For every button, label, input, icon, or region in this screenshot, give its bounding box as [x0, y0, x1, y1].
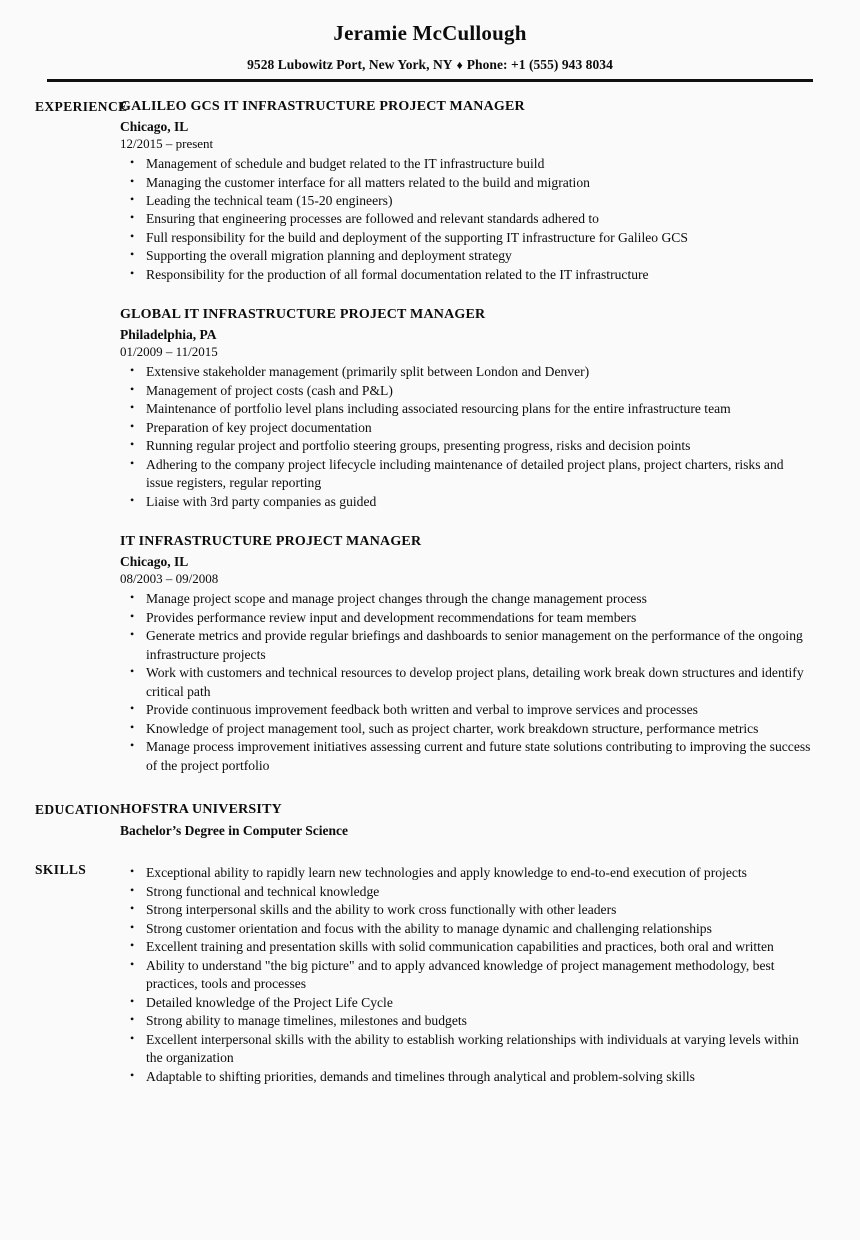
job-bullet: • Ensuring that engineering processes are followed and relevant standards adhered to: [120, 210, 812, 228]
skill-bullet: • Excellent interpersonal skills with the ability to establish working relationships with individuals at varying levels within the organization: [120, 1031, 812, 1068]
skill-bullet: • Strong interpersonal skills and the ability to work cross functionally with other leaders: [120, 901, 812, 919]
experience-entries: [120, 98, 860, 775]
section-label-experience: EXPERIENCE: [35, 99, 128, 115]
contact-line: [0, 57, 860, 73]
job-bullet: • Knowledge of project management tool, such as project charter, work breakdown structure, performance metrics: [120, 720, 812, 738]
job-dates: 12/2015 – present: [120, 135, 214, 151]
job-bullet: • Manage process improvement initiatives assessing current and future state solutions contributing to improving the success of the project portfolio: [120, 738, 812, 775]
skill-bullet: • Exceptional ability to rapidly learn new technologies and apply knowledge to end-to-end execution of projects: [120, 864, 812, 882]
section-label-education: EDUCATION: [35, 802, 121, 818]
job-bullet: • Manage project scope and manage project changes through the change management process: [120, 590, 812, 608]
job-title: GLOBAL IT INFRASTRUCTURE PROJECT MANAGER: [120, 307, 486, 323]
skill-bullet: • Strong functional and technical knowledge: [120, 883, 812, 901]
skill-bullet: • Detailed knowledge of the Project Life Cycle: [120, 994, 812, 1012]
skill-bullet: • Excellent training and presentation skills with solid communication capabilities and practices, both oral and written: [120, 938, 812, 956]
job-location: Philadelphia, PA: [120, 326, 217, 342]
resume-header: [0, 0, 860, 82]
resume-body: [0, 82, 860, 1086]
job-bullet: • Liaise with 3rd party companies as guided: [120, 493, 812, 511]
section-label-skills: SKILLS: [35, 862, 87, 878]
skill-bullet: • Strong customer orientation and focus with the ability to manage dynamic and challenging relationships: [120, 920, 812, 938]
contact-address: 9528 Lubowitz Port, New York, NY: [247, 57, 453, 73]
diamond-separator-icon: ♦: [456, 58, 463, 73]
experience-entry: [120, 533, 812, 775]
job-location: Chicago, IL: [120, 118, 189, 134]
job-bullet: • Adhering to the company project lifecycle including maintenance of detailed project plans, project charters, risks and issue registers, regular reporting: [120, 456, 812, 493]
job-bullet: • Leading the technical team (15-20 engineers): [120, 192, 812, 210]
job-bullet: • Running regular project and portfolio steering groups, presenting progress, risks and decision points: [120, 437, 812, 455]
skill-bullet: • Strong ability to manage timelines, milestones and budgets: [120, 1012, 812, 1030]
education-degree: Bachelor’s Degree in Computer Science: [120, 822, 348, 838]
section-experience: [0, 98, 860, 775]
skills-entries: [120, 861, 860, 1086]
experience-entry: [120, 306, 812, 511]
candidate-name: Jeramie McCullough: [333, 21, 527, 45]
job-bullet: • Supporting the overall migration planning and deployment strategy: [120, 247, 812, 265]
job-bullet: • Full responsibility for the build and deployment of the supporting IT infrastructure for Galileo GCS: [120, 229, 812, 247]
job-location: Chicago, IL: [120, 553, 189, 569]
job-bullet: • Managing the customer interface for all matters related to the build and migration: [120, 174, 812, 192]
education-entries: [120, 801, 860, 839]
job-dates: 08/2003 – 09/2008: [120, 570, 219, 586]
job-bullet: • Responsibility for the production of all formal documentation related to the IT infrastructure: [120, 266, 812, 284]
job-bullet: • Management of schedule and budget related to the IT infrastructure build: [120, 155, 812, 173]
job-bullet: • Preparation of key project documentation: [120, 419, 812, 437]
job-bullet: • Work with customers and technical resources to develop project plans, detailing work break down structures and identify critical path: [120, 664, 812, 701]
job-bullet: • Maintenance of portfolio level plans including associated resourcing plans for the entire infrastructure team: [120, 400, 812, 418]
skill-bullet: • Ability to understand "the big picture" and to apply advanced knowledge of project management methodology, best practices, tools and processes: [120, 957, 812, 994]
contact-phone: Phone: +1 (555) 943 8034: [466, 57, 613, 73]
education-school: HOFSTRA UNIVERSITY: [120, 802, 282, 818]
job-title: GALILEO GCS IT INFRASTRUCTURE PROJECT MANAGER: [120, 99, 525, 115]
job-bullet-list: [120, 155, 812, 284]
job-bullet: • Extensive stakeholder management (primarily split between London and Denver): [120, 363, 812, 381]
job-bullet-list: [120, 363, 812, 511]
job-bullet: • Provides performance review input and development recommendations for team members: [120, 609, 812, 627]
experience-entry: [120, 98, 812, 284]
job-title: IT INFRASTRUCTURE PROJECT MANAGER: [120, 534, 422, 550]
job-bullet: • Generate metrics and provide regular briefings and dashboards to senior management on the performance of the ongoing infrastructure projects: [120, 627, 812, 664]
job-bullet: • Provide continuous improvement feedback both written and verbal to improve services and processes: [120, 701, 812, 719]
section-education: [0, 801, 860, 839]
job-bullet: • Management of project costs (cash and P&L): [120, 382, 812, 400]
skill-bullet: • Adaptable to shifting priorities, demands and timelines through analytical and problem-solving skills: [120, 1068, 812, 1086]
skills-bullet-list: [120, 864, 812, 1086]
job-dates: 01/2009 – 11/2015: [120, 344, 218, 360]
section-skills: [0, 861, 860, 1086]
job-bullet-list: [120, 590, 812, 775]
